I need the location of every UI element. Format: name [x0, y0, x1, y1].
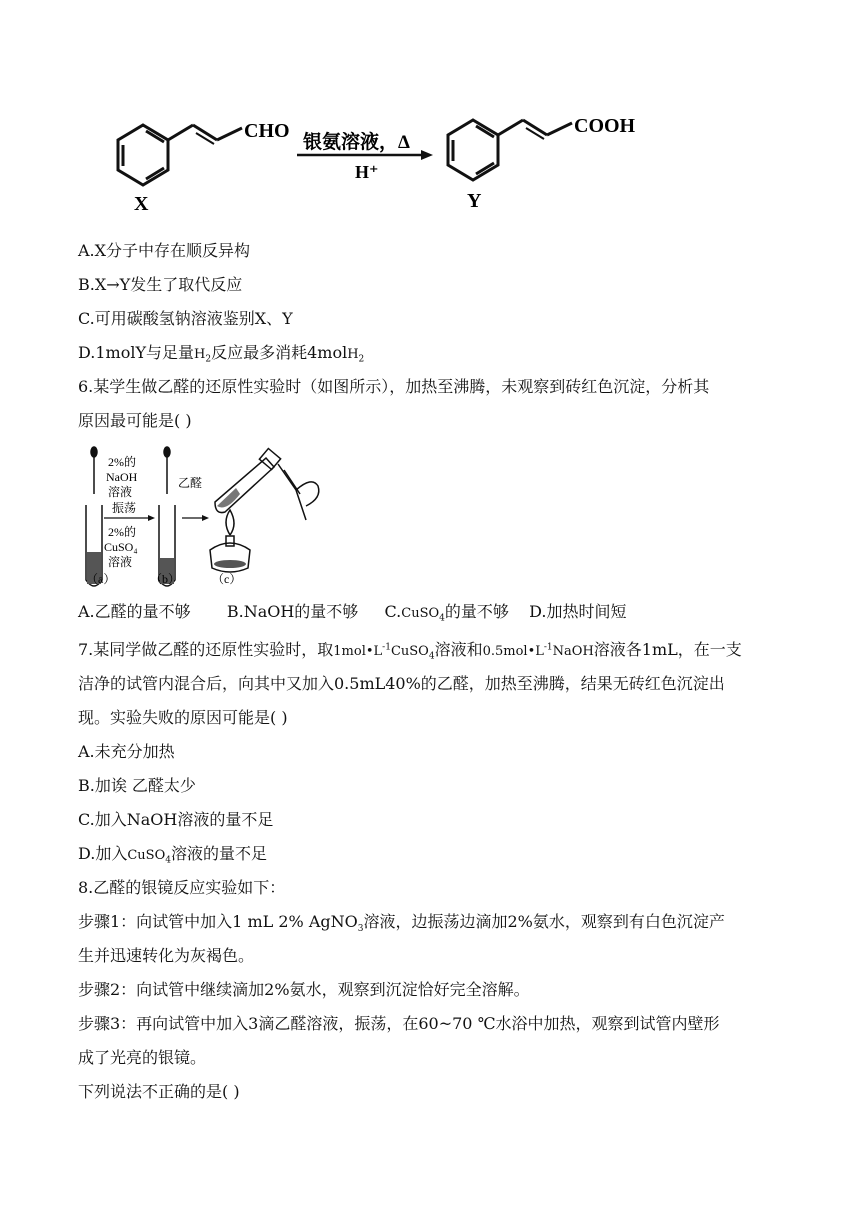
q8-question: 下列说法不正确的是( ): [78, 1082, 240, 1101]
test-tube-a: [86, 447, 102, 586]
reagent-top: 银氨溶液，Δ: [303, 132, 410, 153]
q8-step1-line1: 步骤1：向试管中加入1 mL 2% AgNO$_3$溶液，边振荡边滴加2%氨水，观察到有白色沉淀产: [78, 912, 725, 935]
cuso4-formula: CuSO$_4$: [401, 606, 445, 624]
arrow-head: [421, 150, 433, 160]
q6-option-c: C.CuSO$_4$的量不够: [384, 602, 509, 624]
q8-step1-line2: 生并迅速转化为灰褐色。: [78, 946, 255, 965]
q6-option-d: D.加热时间短: [529, 602, 627, 621]
naoh-label-2: NaOH: [106, 470, 138, 484]
process-arrow-2-head: [202, 515, 209, 521]
q7-stem-line2: 洁净的试管内混合后，向其中又加入0.5mL40%的乙醛，加热至沸腾，结果无砖红色沉淀出: [78, 674, 725, 693]
q8-title: 8.乙醛的银镜反应实验如下：: [78, 878, 286, 897]
q8-step3-line2: 成了光亮的银镜。: [78, 1048, 207, 1067]
y-label: Y: [467, 190, 482, 212]
figure-label-a-text: （a）: [86, 572, 116, 586]
q6-options: [78, 602, 626, 624]
benzene-ring-y: [448, 120, 572, 180]
q8-step2: 步骤2：向试管中继续滴加2%氨水，观察到沉淀恰好完全溶解。: [78, 980, 530, 999]
reaction-scheme: [0, 0, 860, 220]
q5-d-pre: D.1molY与足量: [78, 343, 195, 362]
h2-formula: $H_2$: [194, 347, 212, 365]
cuso4-label-2: CuSO₄: [104, 540, 138, 554]
naoh-label-1: 2%的: [108, 455, 136, 469]
q7-stem-line3: 现。实验失败的原因可能是( ): [78, 708, 288, 727]
benzene-ring-x: [118, 125, 242, 185]
conc-1: $1mol•L^{-1}CuSO_4$: [333, 642, 435, 662]
naoh-label-3: 溶液: [108, 485, 133, 499]
q5-option-a: A.X分子中存在顺反异构: [78, 241, 251, 260]
q7-option-b: B.加诶 乙醛太少: [78, 776, 196, 795]
cuso4-label-3: 溶液: [108, 555, 133, 569]
q5-d-mid: 反应最多消耗4mol: [211, 343, 348, 362]
acetaldehyde-label: 乙醛: [178, 476, 203, 490]
figure-label-c-text: （c）: [212, 572, 242, 586]
q5-option-b: B.X→Y发生了取代反应: [78, 275, 243, 294]
cuso4-label-1: 2%的: [108, 525, 136, 539]
x-label: X: [134, 193, 149, 215]
q7-option-d: D.加入CuSO$_4$溶液的量不足: [78, 844, 267, 866]
h2-formula: $H_2$: [347, 347, 365, 365]
q5-option-c: C.可用碳酸氢钠溶液鉴别X、Y: [78, 309, 293, 328]
q7-option-a: A.未充分加热: [78, 742, 175, 761]
figure-label-b-text: （b）: [150, 572, 181, 586]
process-arrow-1-head: [148, 515, 155, 521]
q6-stem-line1: 6.某学生做乙醛的还原性实验时（如图所示），加热至沸腾，未观察到砖红色沉淀，分析其: [78, 377, 710, 396]
q7-option-c: C.加入NaOH溶液的量不足: [78, 810, 274, 829]
conc-2: $0.5mol•L^{-1}NaOH$: [482, 642, 594, 659]
heating-setup-c: [210, 448, 319, 572]
reagent-bottom: H⁺: [355, 162, 379, 182]
q8-step3-line1: 步骤3：再向试管中加入3滴乙醛溶液，振荡，在60~70 ℃水浴中加热，观察到试管内壁形: [78, 1014, 720, 1033]
q6-option-a: A.乙醛的量不够: [78, 602, 191, 621]
y-carboxyl-group: COOH: [574, 115, 636, 137]
q6-apparatus-figure: [0, 440, 860, 600]
cuso4-formula: CuSO$_4$: [127, 848, 171, 866]
q7-stem-line1: 7.某同学做乙醛的还原性实验时，取$1mol•L^{-1}CuSO_4$溶液和$0.5mol•L^{-1}NaOH$溶液各1mL，在一支: [78, 640, 742, 662]
q5-option-d: [78, 343, 364, 365]
shake-label: 振荡: [112, 501, 137, 515]
x-aldehyde-group: CHO: [244, 120, 290, 142]
test-tube-b: [159, 447, 175, 586]
q6-option-b: B.NaOH的量不够: [226, 602, 359, 621]
agno3-formula: AgNO$_3$: [308, 912, 364, 935]
q6-stem-line2: 原因最可能是( ): [78, 411, 192, 430]
